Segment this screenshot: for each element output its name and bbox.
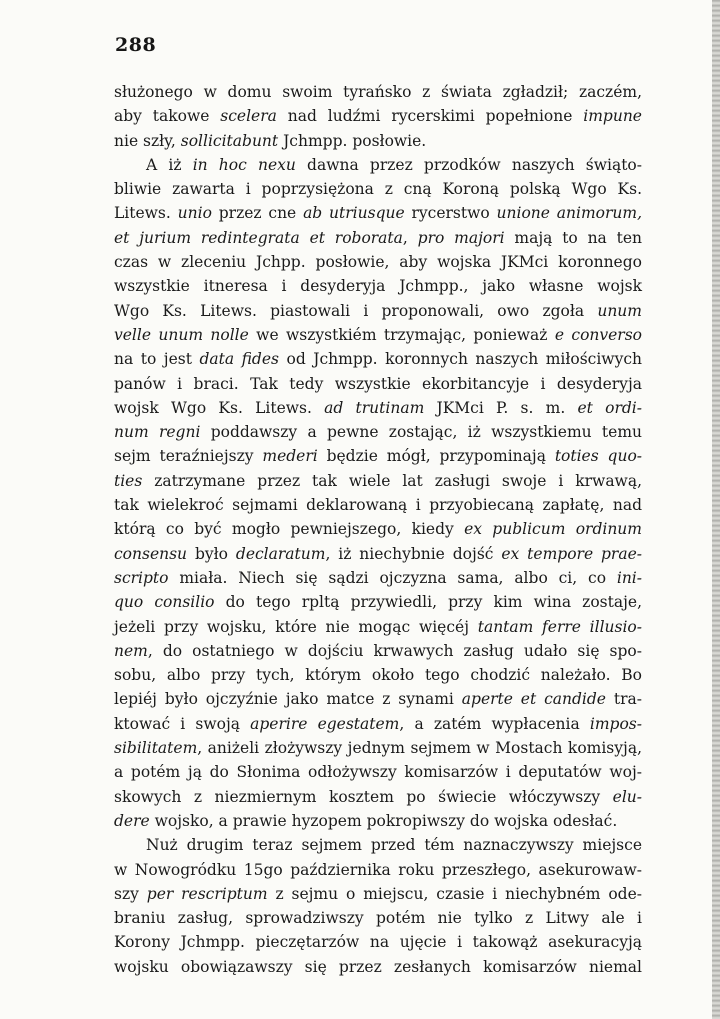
italic-phrase: ex tempore prae-: [501, 544, 642, 563]
text-run: rycerstwo: [404, 204, 497, 223]
text-line: [114, 736, 642, 760]
text-run: tra-: [605, 690, 642, 709]
text-run: aby takowe: [114, 107, 221, 126]
text-line: [114, 226, 642, 250]
text-run: a potém ją do Słonima odłożywszy komisarzów i deputatów woj-: [114, 763, 642, 782]
text-line: [114, 469, 642, 493]
text-run: miała. Niech się sądzi ojczyzna sama, albo ci, co: [168, 568, 617, 587]
text-run: Korony Jchmpp. pieczętarzów na ujęcie i takowąż asekuracyją: [114, 933, 642, 952]
text-run: nad ludźmi rycerskimi popełnione: [276, 107, 584, 126]
italic-phrase: et ordi-: [577, 398, 642, 417]
text-run: ,: [402, 228, 418, 247]
text-run: wojsko, a prawie hyzopem pokropiwszy do wojska odesłać.: [149, 811, 618, 830]
text-run: zatrzymane przez tak wiele lat zasługi swoje i krwawą,: [142, 471, 642, 490]
italic-phrase: ab utriusque: [303, 204, 405, 223]
text-line: [114, 177, 642, 201]
text-run: mają to na ten: [504, 228, 642, 247]
text-run: służonego w domu swoim tyrańsko z świata zgładził; zaczém,: [114, 83, 642, 101]
text-run: , a zatém wypłacenia: [399, 714, 590, 733]
text-line: [114, 809, 642, 833]
text-line: [114, 250, 642, 274]
italic-phrase: elu-: [612, 787, 642, 806]
text-run: przez cne: [211, 204, 304, 223]
text-run: bliwie zawarta i poprzysiężona z cną Koroną polską Wgo Ks.: [114, 180, 642, 199]
text-run: A iż: [146, 155, 193, 174]
italic-phrase: declaratum: [235, 544, 326, 563]
text-line: [114, 566, 642, 590]
italic-phrase: scelera: [220, 107, 277, 126]
italic-phrase: ties: [114, 471, 143, 490]
text-line: [114, 347, 642, 371]
italic-phrase: e converso: [554, 325, 643, 344]
italic-phrase: consensu: [114, 544, 188, 563]
text-line: [114, 274, 642, 298]
text-run: lepiéj było ojczyźnie jako matce z synami: [114, 690, 462, 709]
text-line: [114, 153, 642, 177]
text-line: [114, 930, 642, 954]
italic-phrase: ini-: [616, 568, 642, 587]
text-line: [114, 615, 642, 639]
text-line: [114, 882, 642, 906]
text-line: [114, 372, 642, 396]
italic-phrase: data fides: [199, 350, 279, 369]
text-line: [114, 785, 642, 809]
text-line: [114, 201, 642, 225]
text-line: [114, 955, 642, 979]
italic-phrase: impos-: [589, 714, 642, 733]
text-run: Nuż drugim teraz sejmem przed tém naznaczywszy miejsce: [146, 836, 642, 855]
italic-phrase: per rescriptum: [146, 884, 268, 903]
text-run: którą co być mogło pewniejszego, kiedy: [114, 520, 465, 539]
text-run: tak wielekroć sejmami deklarowaną i przyobiecaną zapłatę, nad: [114, 496, 642, 515]
text-line: [114, 639, 642, 663]
text-line: [114, 858, 642, 882]
italic-phrase: nem: [114, 641, 148, 660]
text-line: [114, 444, 642, 468]
text-run: JKMci P. s. m.: [424, 398, 578, 417]
page-edge: [712, 0, 720, 1019]
italic-phrase: sibilitatem: [114, 739, 198, 758]
italic-phrase: ad trutinam: [324, 398, 425, 417]
text-run: czas w zleceniu Jchpp. posłowie, aby wojska JKMci koronnego: [114, 253, 642, 272]
italic-phrase: toties quo-: [554, 447, 643, 466]
text-run: we wszystkiém trzymając, ponieważ: [248, 325, 555, 344]
italic-phrase: num regni: [114, 423, 201, 442]
text-line: [114, 687, 642, 711]
italic-phrase: aperte et candide: [461, 690, 606, 709]
text-run: poddawszy a pewne zostając, iż wszystkiemu temu: [200, 423, 642, 442]
text-run: od Jchmpp. koronnych naszych miłościwych: [278, 350, 642, 369]
text-run: było: [187, 544, 236, 563]
text-run: wojsku obowiązawszy się przez zesłanych komisarzów niemal: [114, 957, 642, 976]
text-line: [114, 712, 642, 736]
text-run: braniu zasług, sprowadziwszy potém nie tylko z Litwy ale i: [114, 909, 642, 928]
text-run: panów i braci. Tak tedy wszystkie ekorbitancyje i desyderyja: [114, 374, 642, 393]
italic-phrase: scripto: [114, 568, 169, 587]
text-run: Litews.: [114, 204, 178, 223]
text-run: w Nowogródku 15go października roku przeszłego, asekurowaw-: [114, 860, 642, 879]
text-line: [114, 517, 642, 541]
text-line: [114, 833, 642, 857]
text-line: [114, 80, 642, 104]
text-line: [114, 396, 642, 420]
text-line: [114, 590, 642, 614]
text-run: , aniżeli złożywszy jednym sejmem w Mostach komisyją,: [197, 739, 642, 758]
italic-phrase: pro majori: [417, 228, 505, 247]
text-run: Jchmpp. posłowie.: [278, 131, 427, 150]
text-run: , do ostatniego w dojściu krwawych zasług udało się spo-: [147, 641, 642, 660]
text-line: [114, 104, 642, 128]
text-run: jeżeli przy wojsku, które nie mogąc więcéj: [114, 617, 478, 636]
italic-phrase: quo consilio: [114, 593, 215, 612]
text-run: dawna przez przodków naszych świąto-: [295, 155, 643, 174]
italic-phrase: in hoc nexu: [192, 155, 296, 174]
italic-phrase: sollicitabunt: [180, 131, 279, 150]
italic-phrase: et jurium redintegrata et roborata: [114, 228, 403, 247]
text-run: wszystkie itneresa i desyderyja Jchmpp., jako własne wojsk: [114, 277, 642, 296]
text-line: [114, 760, 642, 784]
text-line: [114, 129, 642, 153]
text-line: [114, 493, 642, 517]
text-run: sobu, albo przy tych, którym około tego chodzić należało. Bo: [114, 666, 642, 685]
italic-phrase: aperire egestatem: [250, 714, 400, 733]
text-line: [114, 663, 642, 687]
text-run: skowych z niezmiernym kosztem po świecie włóczywszy: [114, 787, 613, 806]
italic-phrase: tantam ferre illusio-: [477, 617, 642, 636]
text-run: z sejmu o miejscu, czasie i niechybném ode-: [267, 884, 642, 903]
text-line: [114, 299, 642, 323]
page-number: 288: [115, 34, 157, 56]
italic-phrase: impune: [583, 107, 642, 126]
text-line: [114, 323, 642, 347]
text-line: [114, 420, 642, 444]
text-line: [114, 542, 642, 566]
italic-phrase: ex publicum ordinum: [464, 520, 642, 539]
body-text: [114, 80, 642, 979]
text-run: do tego rpltą przywiedli, przy kim wina zostaje,: [214, 593, 642, 612]
italic-phrase: dere: [114, 811, 150, 830]
text-run: szy: [114, 884, 147, 903]
text-run: , iż niechybnie dojść: [325, 544, 502, 563]
text-run: będzie mógł, przypominają: [317, 447, 555, 466]
text-run: wojsk Wgo Ks. Litews.: [114, 398, 325, 417]
italic-phrase: unio: [177, 204, 212, 223]
text-line: [114, 906, 642, 930]
text-run: na to jest: [114, 350, 200, 369]
italic-phrase: unum: [597, 301, 642, 320]
text-run: ktować i swoją: [114, 714, 251, 733]
text-run: nie szły,: [114, 131, 181, 150]
italic-phrase: unione animorum,: [496, 204, 642, 223]
text-run: Wgo Ks. Litews. piastowali i proponowali, owo zgoła: [114, 301, 598, 320]
italic-phrase: velle unum nolle: [114, 325, 249, 344]
text-run: sejm teraźniejszy: [114, 447, 263, 466]
italic-phrase: mederi: [262, 447, 318, 466]
